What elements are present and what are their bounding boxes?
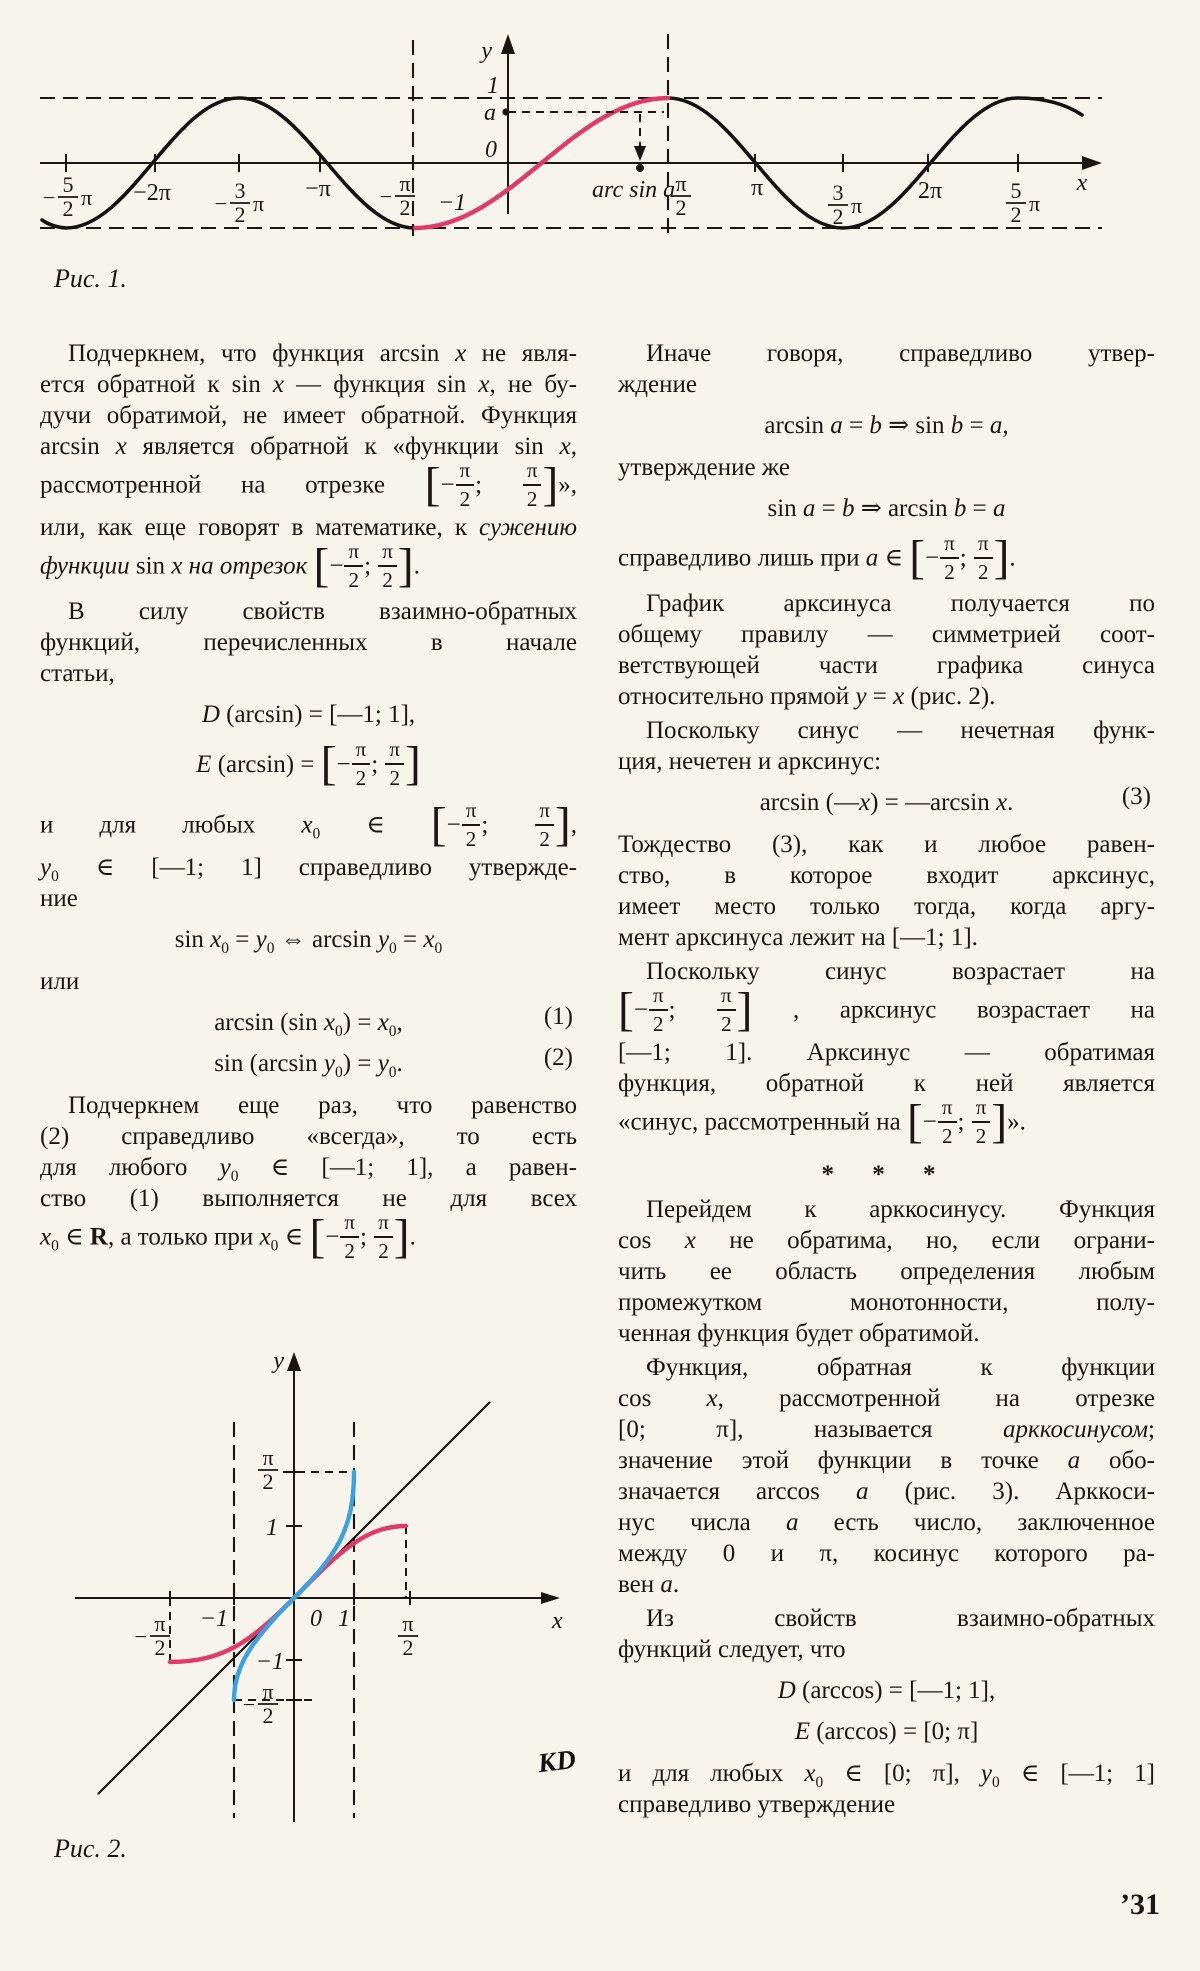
text-line: промежутком монотонности, полу-: [618, 1289, 1155, 1316]
text-line: cos x не обратима, но, если ограни-: [618, 1227, 1155, 1254]
formula: E (arcsin) = [− $\frac{\pi}{2}$ ; $\frac{\pi}{2}$ ]: [196, 737, 421, 790]
svg-text:π: π: [675, 171, 687, 196]
equation-number: (3): [1121, 783, 1151, 810]
formula: arcsin (—x) = —arcsin x.: [759, 789, 1014, 816]
svg-text:3: 3: [832, 180, 844, 205]
text-line: Поскольку синус возрастает на: [646, 958, 1155, 985]
text-line: справедливо лишь при a ∈ [− $\frac{\pi}{2}$ ; $\frac{\pi}{2}$ ].: [618, 531, 1016, 584]
svg-text:π: π: [1029, 191, 1041, 216]
svg-text:2: 2: [402, 1635, 414, 1660]
svg-text:−: −: [242, 1692, 255, 1717]
tick-label-y-pi-over-2: [258, 1445, 278, 1494]
text-line: Поскольку синус — нечетная функ-: [646, 717, 1155, 744]
text-line: ство (1) выполняется не для всех: [40, 1185, 577, 1212]
tick-label-y-1: 1: [266, 1515, 278, 1541]
svg-text:π: π: [154, 1611, 166, 1636]
y-axis-label: y: [273, 1348, 284, 1374]
formula: sin a = b ⇒ arcsin b = a: [767, 495, 1006, 522]
text-line: График арксинуса получается по: [646, 590, 1155, 617]
text-line: имеет место только тогда, когда аргу-: [618, 893, 1155, 920]
text-line: статьи,: [40, 660, 115, 687]
tick-label-a: a: [484, 100, 496, 126]
text-line: arcsin x является обратной к «функции sin x,: [40, 433, 577, 460]
svg-text:2: 2: [1010, 202, 1022, 227]
text-line: значается arccos a (рис. 3). Арккоси-: [618, 1478, 1155, 1505]
text-line: [0; π], называется арккосинусом;: [618, 1416, 1155, 1443]
text-line: ство, в которое входит арксинус,: [618, 862, 1155, 889]
text-line: и для любых $x_0$ ∈ [0; π], $y_0$ ∈ [—1; 1]: [618, 1760, 1155, 1791]
y-axis-arrow: [287, 1352, 301, 1371]
svg-text:π: π: [402, 1611, 414, 1636]
svg-text:5: 5: [1010, 178, 1022, 203]
tick-label-1: 1: [487, 73, 499, 99]
tick-label-x-minus-1: −1: [199, 1606, 228, 1632]
svg-text:2: 2: [675, 195, 687, 220]
tick-label-x-1: 1: [338, 1606, 350, 1632]
text-line: значение этой функции в точке a обо-: [618, 1447, 1156, 1474]
section-separator: * * *: [821, 1161, 952, 1188]
text-line: $x_0$ ∈ R, а только при $x_0$ ∈ [− $\frac{\pi}{2}$ ; $\frac{\pi}{2}$ ].: [40, 1210, 416, 1263]
text-line: ние: [40, 885, 78, 912]
text-line: функции sin x на отрезок [− $\frac{\pi}{2}$ ; $\frac{\pi}{2}$ ].: [40, 539, 420, 592]
tick-label-0: 0: [485, 137, 497, 163]
text-line: В силу свойств взаимно-обратных: [68, 598, 577, 625]
text-line: функция, обратной к ней является: [618, 1070, 1155, 1097]
svg-text:−: −: [42, 185, 55, 210]
text-line: Функция, обратная к функции: [646, 1354, 1155, 1381]
svg-text:−: −: [379, 184, 392, 209]
text-line: Из свойств взаимно-обратных: [646, 1605, 1155, 1632]
text-line: чить ее область определения любым: [618, 1258, 1155, 1285]
svg-text:2: 2: [154, 1635, 166, 1660]
x-axis-arrow: [541, 1592, 560, 1604]
svg-text:−: −: [214, 191, 227, 216]
sin-curve-segment: [170, 1526, 406, 1662]
tick-label-x-minus-pi-over-2: [135, 1611, 170, 1660]
text-line: Иначе говоря, справедливо утвер-: [646, 340, 1155, 367]
text-line: ждение: [618, 371, 697, 398]
formula: D (arccos) = [—1; 1],: [777, 1677, 996, 1704]
svg-text:5: 5: [62, 172, 74, 197]
tick-label-x-pi-over-2: [398, 1611, 418, 1660]
text-line: ция, нечетен и арксинус:: [618, 748, 882, 775]
svg-text:2: 2: [832, 204, 844, 229]
text-line: рассмотренной на отрезке [− $\frac{\pi}{2}$ ; $\frac{\pi}{2}$ ]»,: [40, 458, 578, 511]
svg-text:−: −: [134, 1624, 147, 1649]
tick-label-minus-1: −1: [437, 190, 467, 216]
svg-text:2: 2: [399, 195, 411, 220]
equation-number: (2): [543, 1044, 573, 1071]
text-line: «синус, рассмотренный на [− $\frac{\pi}{2}$ ; $\frac{\pi}{2}$ ]».: [618, 1095, 1026, 1148]
svg-text:π: π: [262, 1679, 274, 1704]
tick-label-y-minus-pi-over-2: [243, 1679, 278, 1728]
figure-1-caption: Рис. 1.: [54, 264, 127, 293]
text-line: Тождество (3), как и любое равен-: [618, 831, 1155, 858]
text-line: (2) справедливо «всегда», то есть: [40, 1123, 577, 1150]
tick-label-y-minus-1: −1: [255, 1649, 284, 1675]
arcsin-a-label: arc sin a: [592, 177, 676, 203]
text-line: общему правилу — симметрией соот-: [618, 621, 1155, 648]
svg-text:2: 2: [62, 196, 74, 221]
svg-text:2: 2: [262, 1703, 274, 1728]
svg-text:π: π: [851, 193, 863, 218]
text-line: Подчеркнем, что функция arcsin x не явля-: [68, 340, 577, 367]
text-line: [—1; 1]. Арксинус — обратимая: [618, 1039, 1155, 1066]
formula: D (arcsin) = [—1; 1],: [201, 701, 416, 728]
page-number: ’31: [1120, 1888, 1160, 1921]
text-line: вен a.: [618, 1571, 680, 1598]
svg-text:π: π: [253, 191, 265, 216]
formula: arcsin (sin $x_0) = x_0$,: [214, 1009, 403, 1040]
text-line: или: [40, 968, 80, 995]
text-line: дучи обратимой, не имеет обратной. Функция: [40, 402, 577, 429]
formula: sin (arcsin $y_0) = y_0$.: [214, 1050, 403, 1081]
text-line: относительно прямой y = x (рис. 2).: [618, 683, 996, 710]
text-line: функций следует, что: [618, 1636, 846, 1663]
svg-text:2: 2: [234, 202, 246, 227]
figure-2-caption: Рис. 2.: [54, 1834, 127, 1863]
formula: $\sin x_0 = y_0$ ⇔ $\arcsin y_0 = x_0$: [174, 926, 443, 957]
x-axis-label: x: [552, 1608, 563, 1634]
text-line: и для любых $x_0$ ∈ [− $\frac{\pi}{2}$ ; $\frac{\pi}{2}$ ],: [40, 798, 577, 851]
text-line: или, как еще говорят в математике, к сужению: [40, 514, 577, 541]
text-line: для любого $y_0$ ∈ [—1; 1], а равен-: [40, 1154, 577, 1185]
svg-text:π: π: [81, 185, 93, 210]
svg-text:2: 2: [262, 1469, 274, 1494]
tick-label-pi: π: [750, 175, 764, 201]
text-line: [− $\frac{\pi}{2}$ ; $\frac{\pi}{2}$ ] , арксинус возрастает на: [618, 983, 1155, 1036]
text-line: утверждение же: [618, 454, 790, 481]
svg-text:π: π: [399, 171, 411, 196]
svg-text:3: 3: [234, 178, 246, 203]
tick-label-minus-2pi: −2π: [133, 180, 171, 206]
x-axis-label: x: [1076, 170, 1088, 196]
text-line: Перейдем к арккосинусу. Функция: [646, 1196, 1155, 1223]
equation-number: (1): [543, 1003, 573, 1030]
y-axis-label: y: [481, 38, 492, 64]
text-line: ченная функция будет обратимой.: [618, 1320, 980, 1347]
text-line: ветствующей части графика синуса: [618, 652, 1155, 679]
text-line: нус числа a есть число, заключенное: [618, 1509, 1155, 1536]
text-line: ется обратной к sin x — функция sin x, не бу-: [40, 371, 577, 398]
text-line: Подчеркнем еще раз, что равенство: [68, 1092, 577, 1119]
origin-label: 0: [310, 1606, 322, 1632]
tick-label-minus-pi: −π: [305, 176, 331, 202]
text-line: $y_0$ ∈ [—1; 1] справедливо утвержде-: [40, 854, 577, 885]
handwritten-mark: КD: [536, 1743, 578, 1779]
formula: arcsin a = b ⇒ sin b = a,: [764, 412, 1009, 439]
svg-text:π: π: [262, 1445, 274, 1470]
text-line: cos x, рассмотренной на отрезке: [618, 1385, 1156, 1412]
tick-label-2pi: 2π: [917, 178, 943, 204]
axis-ticks: [170, 1472, 410, 1700]
text-line: мент арксинуса лежит на [—1; 1].: [618, 924, 978, 951]
formula: E (arccos) = [0; π]: [794, 1718, 979, 1745]
text-line: функций, перечисленных в начале: [40, 629, 577, 656]
text-line: справедливо утверждение: [618, 1791, 896, 1818]
text-line: между 0 и π, косинус которого ра-: [618, 1540, 1155, 1567]
